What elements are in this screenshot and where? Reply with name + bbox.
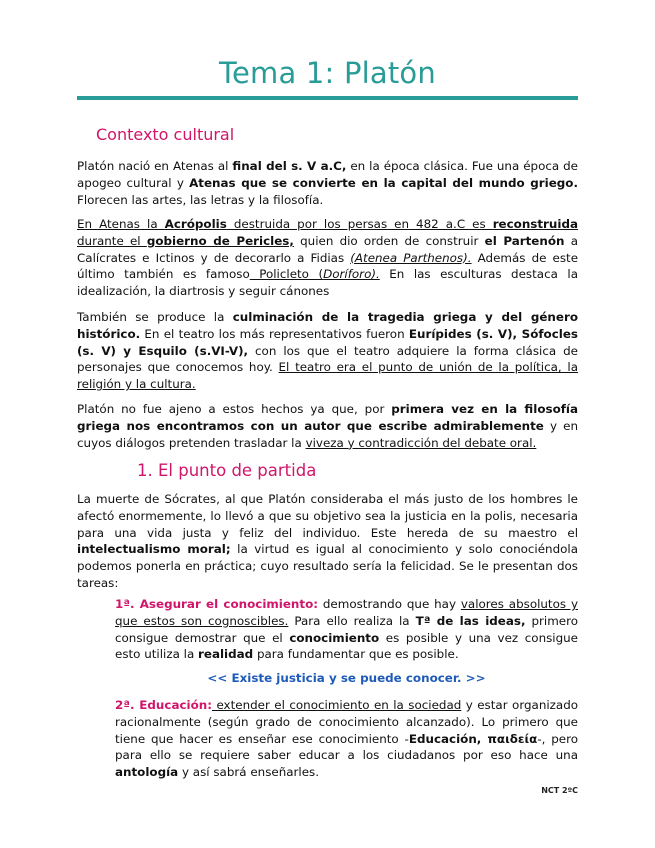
paragraph-2: En Atenas la Acrópolis destruida por los persas en 482 a.C es reconstruida durante el gobierno de Pericles, quien dio orden de construir el Partenón a Calícrates e Ictinos y de decorarlo a Fidias (Atenea Parthenos). Además de este último también es famoso Policleto (Doríforo). En las esculturas destaca la idealización, la diartrosis y seguir cánones <box>77 217 579 299</box>
context-heading: Contexto cultural <box>96 125 235 144</box>
paragraph-5: La muerte de Sócrates, al que Platón consideraba el más justo de los hombres le afectó enormemente, lo llevó a que su objetivo sea la justicia en la polis, necesaria para una vida justa y feliz del individuo. Este hereda de su maestro el intelectualismo moral; la virtud es igual al conocimiento y solo conociéndola podemos ponerla en práctica; cuyo resultado sería la felicidad. Se le presentan dos tareas: <box>77 492 578 590</box>
page-title: Tema 1: Platón <box>219 56 436 90</box>
paragraph-1: Platón nació en Atenas al final del s. V a.C, en la época clásica. Fue una época de apogeo cultural y Atenas que se convierte en la capital del mundo griego. Florecen las artes, las letras y la filosofía. <box>77 159 578 207</box>
footer-label: NCT 2ºC <box>541 786 578 795</box>
section-heading: 1. El punto de partida <box>137 461 317 480</box>
paragraph-3: También se produce la culminación de la tragedia griega y del género histórico. En el teatro los más representativos fueron Eurípides (s. V), Sófocles (s. V) y Esquilo (s.VI-V), con los que el teatro adquiere la forma clásica de personajes que conocemos hoy. El teatro era el punto de unión de la política, la religión y la cultura. <box>77 310 579 392</box>
title-divider <box>77 96 578 100</box>
task-2-paragraph: 2ª. Educación: extender el conocimiento en la sociedad y estar organizado racionalmente (según grado de conocimiento alcanzado). Lo primero que tiene que hacer es enseñar ese conocimiento -Educación, παιδεία-, pero para ello se requiere saber educar a los ciudadanos por eso hace una antología y así sabrá enseñarles. <box>115 698 579 780</box>
task-1-paragraph: 1ª. Asegurar el conocimiento: demostrando que hay valores absolutos y que estos son cognoscibles. Para ello realiza la Tª de las ideas, primero consigue demostrar que el conocimiento es posible y una vez consigue esto utiliza la realidad para fundamentar que es posible. <box>115 597 579 662</box>
paragraph-4: Platón no fue ajeno a estos hechos ya que, por primera vez en la filosofía griega nos encontramos con un autor que escribe admirablemente y en cuyos diálogos pretenden trasladar la viveza y contradicción del debate oral. <box>77 402 579 450</box>
justice-statement: << Existe justicia y se puede conocer. >> <box>207 671 486 685</box>
